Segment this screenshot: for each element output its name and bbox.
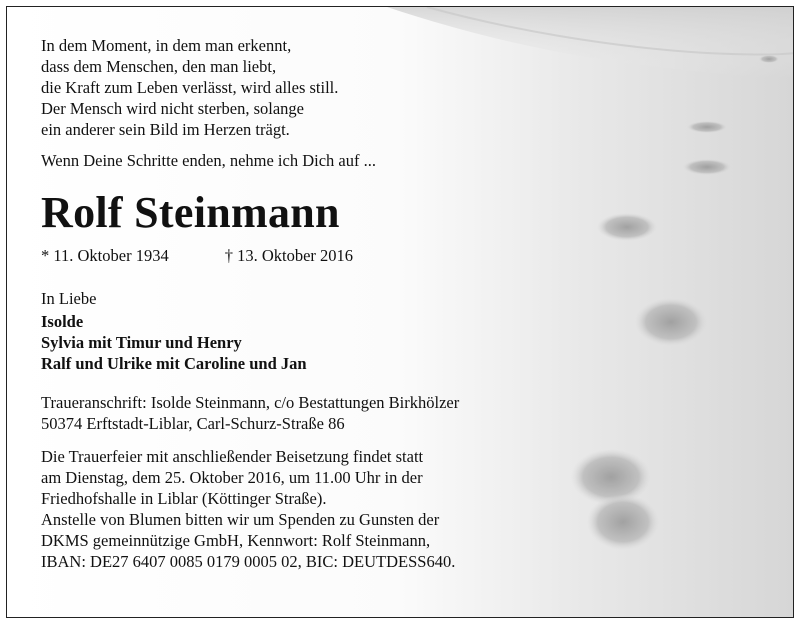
mourner-name: Isolde [41,312,84,331]
birth-date: * 11. Oktober 1934 [41,246,169,265]
notice-line: Anstelle von Blumen bitten wir um Spenden zu Gunsten der [41,510,440,529]
notice-line: Die Trauerfeier mit anschließender Beisetzung findet statt [41,447,424,466]
mourner-name: Ralf und Ulrike mit Caroline und Jan [41,354,307,373]
mourners-label: In Liebe [41,289,97,308]
mourners-list [41,311,601,374]
poem-line: ein anderer sein Bild im Herzen trägt. [41,120,290,139]
quote: Wenn Deine Schritte enden, nehme ich Dich auf ... [41,151,376,170]
death-date: † 13. Oktober 2016 [224,246,354,265]
address-line: Traueranschrift: Isolde Steinmann, c/o Bestattungen Birkhölzer [41,393,460,412]
obituary-frame [6,6,794,618]
notice-line: IBAN: DE27 6407 0085 0179 0005 02, BIC: DEUTDESS640. [41,552,456,571]
mourner-name: Sylvia mit Timur und Henry [41,333,242,352]
address-line: 50374 Erftstadt-Liblar, Carl-Schurz-Straße 86 [41,414,345,433]
notice-line: am Dienstag, dem 25. Oktober 2016, um 11.00 Uhr in der [41,468,423,487]
poem-line: Der Mensch wird nicht sterben, solange [41,99,305,118]
funeral-notice [41,446,601,572]
poem-line: die Kraft zum Leben verlässt, wird alles still. [41,78,339,97]
poem [41,35,601,140]
poem-line: dass dem Menschen, den man liebt, [41,57,277,76]
obituary-content [41,35,601,572]
notice-line: DKMS gemeinnützige GmbH, Kennwort: Rolf Steinmann, [41,531,431,550]
notice-line: Friedhofshalle in Liblar (Köttinger Straße). [41,489,327,508]
mourning-address [41,392,601,434]
deceased-name: Rolf Steinmann [41,188,340,237]
poem-line: In dem Moment, in dem man erkennt, [41,36,292,55]
life-dates [41,245,601,266]
